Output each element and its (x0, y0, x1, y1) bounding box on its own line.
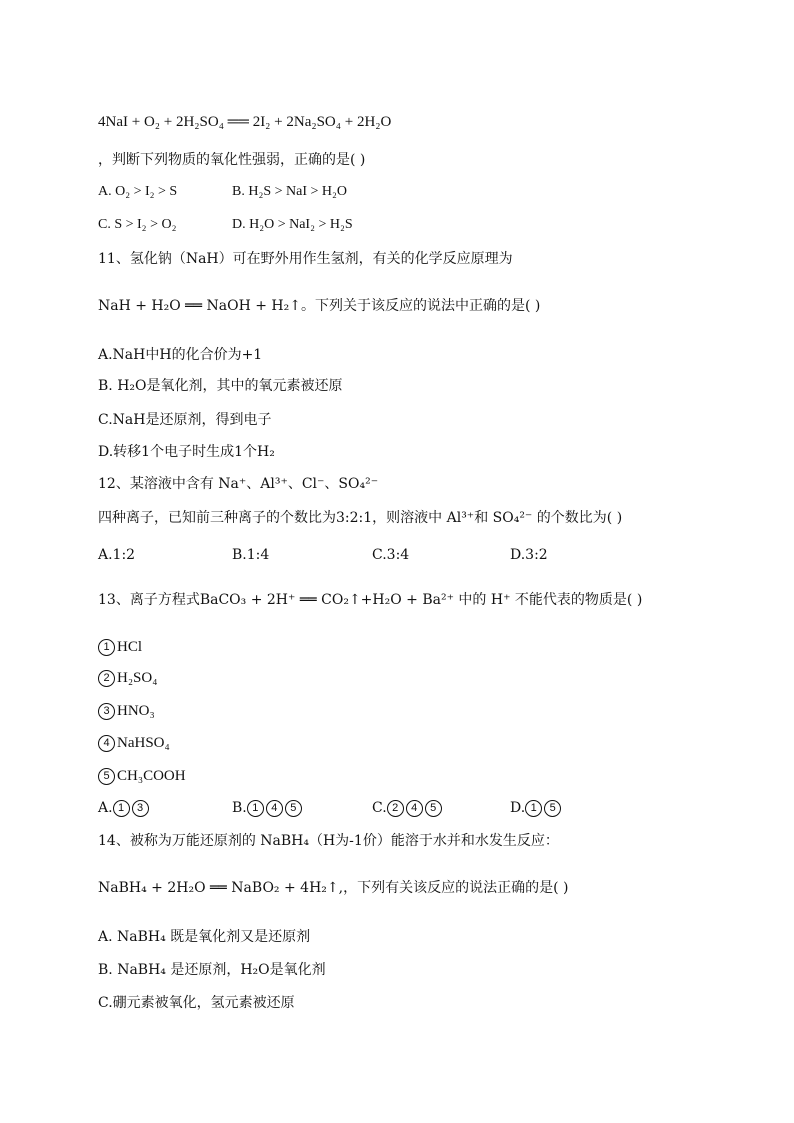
q13-item-1 (98, 637, 142, 657)
q13-item-text: HNO₃ (117, 703, 155, 719)
circled-number: 1 (525, 800, 542, 817)
circled-number: 3 (98, 703, 115, 720)
q14-option-c: C.硼元素被氧化，氢元素被还原 (98, 995, 295, 1011)
q14-option-b: B. NaBH₄ 是还原剂，H₂O是氧化剂 (98, 962, 326, 978)
option-label: D. (510, 800, 526, 816)
q10-equation: 4NaI + O₂ + 2H₂SO₄ ══ 2I₂ + 2Na₂SO₄ + 2H₂O (98, 114, 392, 130)
circled-number: 5 (425, 800, 442, 817)
circled-number: 4 (406, 800, 423, 817)
q13-item-5 (98, 766, 186, 786)
q12-option-b: B.1:4 (232, 547, 270, 563)
circled-number: 2 (98, 670, 115, 687)
q13-option-a (98, 798, 151, 818)
q12-stem: 12、某溶液中含有 Na⁺、Al³⁺、Cl⁻、SO₄²⁻ (98, 476, 379, 492)
q12-line2: 四种离子，已知前三种离子的个数比为3:2:1，则溶液中 Al³⁺和 SO₄²⁻ 的个数比为( ) (98, 510, 623, 526)
q13-item-text: HCl (117, 639, 143, 655)
circled-number: 5 (98, 768, 115, 785)
q13-stem: 13、离子方程式BaCO₃ + 2H⁺ ══ CO₂↑+H₂O + Ba²⁺ 中的 H⁺ 不能代表的物质是( ) (98, 592, 643, 608)
q11-equation: NaH + H₂O ══ NaOH + H₂↑。下列关于该反应的说法中正确的是( ) (98, 298, 541, 314)
q11-option-d: D.转移1个电子时生成1个H₂ (98, 444, 275, 460)
q11-option-a: A.NaH中H的化合价为+1 (98, 347, 263, 363)
circled-number: 4 (98, 735, 115, 752)
circled-number: 4 (266, 800, 283, 817)
q13-item-text: CH₃COOH (117, 768, 186, 784)
q13-item-3 (98, 701, 155, 721)
option-label: A. (98, 800, 113, 816)
q13-item-2 (98, 668, 157, 688)
q12-option-d: D.3:2 (510, 547, 548, 563)
q14-option-a: A. NaBH₄ 既是氧化剂又是还原剂 (98, 929, 311, 945)
circled-number: 1 (98, 639, 115, 656)
q10-option-a: A. O₂ > I₂ > S (98, 184, 178, 199)
q12-option-a: A.1:2 (98, 547, 136, 563)
q10-option-c: C. S > I₂ > O₂ (98, 217, 177, 232)
option-label: B. (232, 800, 247, 816)
q10-option-b: B. H₂S > NaI > H₂O (232, 184, 347, 199)
circled-number: 1 (113, 800, 130, 817)
q13-option-b (232, 798, 304, 818)
q11-option-c: C.NaH是还原剂，得到电子 (98, 412, 272, 428)
q11-option-b: B. H₂O是氧化剂，其中的氧元素被还原 (98, 378, 343, 394)
q12-option-c: C.3:4 (372, 547, 410, 563)
q13-item-text: NaHSO₄ (117, 735, 170, 751)
q14-equation: NaBH₄ + 2H₂O ══ NaBO₂ + 4H₂↑,，下列有关该反应的说法正确的是( ) (98, 880, 569, 896)
option-label: C. (372, 800, 387, 816)
q10-option-d: D. H₂O > NaI₂ > H₂S (232, 217, 353, 232)
q13-item-text: H₂SO₄ (117, 670, 158, 686)
q13-option-c (372, 798, 444, 818)
q11-stem: 11、氢化钠（NaH）可在野外用作生氢剂，有关的化学反应原理为 (98, 251, 513, 267)
q14-stem: 14、被称为万能还原剂的 NaBH₄（H为-1价）能溶于水并和水发生反应： (98, 833, 559, 849)
q13-item-4 (98, 733, 170, 753)
circled-number: 5 (544, 800, 561, 817)
circled-number: 1 (247, 800, 264, 817)
q13-option-d (510, 798, 563, 818)
q10-stem: ，判断下列物质的氧化性强弱，正确的是( ) (98, 152, 366, 168)
circled-number: 5 (285, 800, 302, 817)
circled-number: 2 (387, 800, 404, 817)
circled-number: 3 (132, 800, 149, 817)
